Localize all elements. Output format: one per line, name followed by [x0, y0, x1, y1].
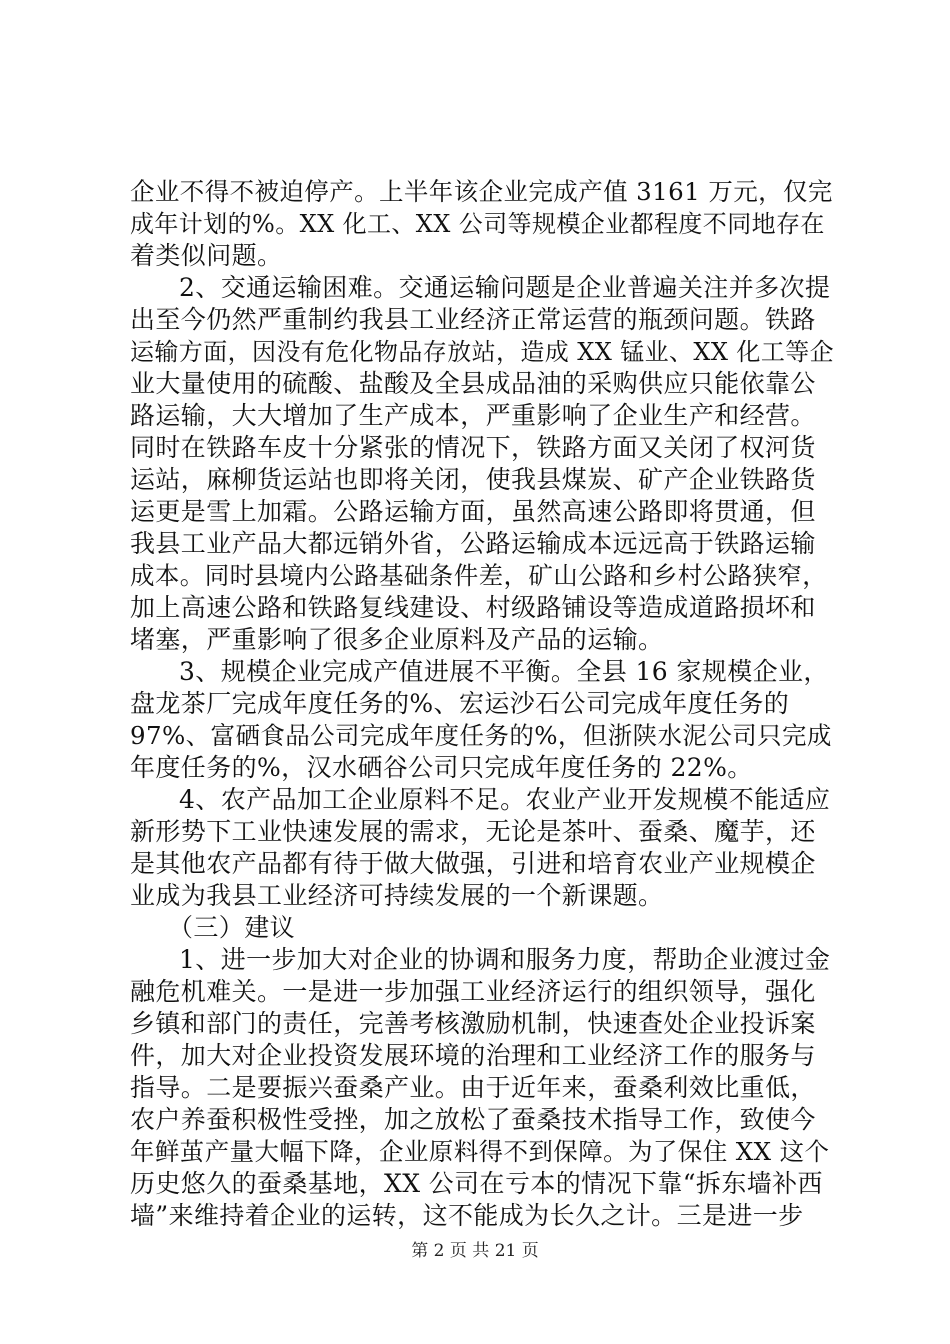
- text-line: 指导。二是要振兴蚕桑产业。由于近年来，蚕桑利效比重低，: [130, 1073, 816, 1102]
- text-line: 成本。同时县境内公路基础条件差，矿山公路和乡村公路狭窄，: [130, 561, 828, 590]
- text-line: 成年计划的%。XX 化工、XX 公司等规模企业都程度不同地存在: [130, 210, 825, 238]
- paragraph-start-line: 1、进一步加大对企业的协调和服务力度，帮助企业渡过金: [179, 945, 831, 974]
- text-line: 运输方面，因没有危化物品存放站，造成 XX 锰业、XX 化工等企: [130, 338, 835, 366]
- text-line: 同时在铁路车皮十分紧张的情况下，铁路方面又关闭了权河货: [130, 433, 816, 462]
- text-line: 出至今仍然严重制约我县工业经济正常运营的瓶颈问题。铁路: [130, 305, 816, 334]
- text-line: 乡镇和部门的责任，完善考核激励机制，快速查处企业投诉案: [130, 1009, 816, 1038]
- text-line: 历史悠久的蚕桑基地，XX 公司在亏本的情况下靠“拆东墙补西: [130, 1169, 823, 1198]
- text-line: 路运输，大大增加了生产成本，严重影响了企业生产和经营。: [130, 401, 816, 430]
- text-line: 97%、富硒食品公司完成年度任务的%，但浙陕水泥公司只完成: [130, 721, 832, 750]
- text-line: 我县工业产品大都远销外省，公路运输成本远远高于铁路运输: [130, 529, 816, 558]
- text-line: 着类似问题。: [130, 241, 283, 270]
- text-line: 农户养蚕积极性受挫，加之放松了蚕桑技术指导工作，致使今: [130, 1105, 816, 1134]
- text-line: 新形势下工业快速发展的需求，无论是茶叶、蚕桑、魔芋，还: [130, 817, 816, 846]
- paragraph-start-line: 3、规模企业完成产值进展不平衡。全县 16 家规模企业，: [179, 657, 829, 686]
- text-line: 融危机难关。一是进一步加强工业经济运行的组织领导，强化: [130, 977, 816, 1006]
- text-line: 年鲜茧产量大幅下降，企业原料得不到保障。为了保住 XX 这个: [130, 1137, 830, 1166]
- text-line: 堵塞，严重影响了很多企业原料及产品的运输。: [130, 625, 664, 654]
- text-line: 业大量使用的硫酸、盐酸及全县成品油的采购供应只能依靠公: [130, 369, 816, 398]
- paragraph-start-line: 2、交通运输困难。交通运输问题是企业普遍关注并多次提: [179, 273, 831, 302]
- text-line: 年度任务的%，汉水硒谷公司只完成年度任务的 22%。: [130, 753, 753, 782]
- text-line: 加上高速公路和铁路复线建设、村级路铺设等造成道路损坏和: [130, 593, 816, 622]
- page-number-footer: 第 2 页 共 21 页: [411, 1241, 539, 1261]
- text-line: 运更是雪上加霜。公路运输方面，虽然高速公路即将贯通，但: [130, 497, 816, 526]
- text-line: 是其他农产品都有待于做大做强，引进和培育农业产业规模企: [130, 849, 816, 878]
- text-line: 盘龙茶厂完成年度任务的%、宏运沙石公司完成年度任务的: [130, 689, 790, 718]
- text-line: 运站，麻柳货运站也即将关闭，使我县煤炭、矿产企业铁路货: [130, 465, 816, 494]
- text-line: 墙”来维持着企业的运转，这不能成为长久之计。三是进一步: [130, 1201, 804, 1230]
- section-heading: （三）建议: [168, 913, 296, 942]
- paragraph-start-line: 4、农产品加工企业原料不足。农业产业开发规模不能适应: [179, 785, 831, 814]
- text-line: 企业不得不被迫停产。上半年该企业完成产值 3161 万元，仅完: [130, 177, 833, 206]
- text-line: 业成为我县工业经济可持续发展的一个新课题。: [130, 881, 664, 910]
- text-line: 件，加大对企业投资发展环境的治理和工业经济工作的服务与: [130, 1041, 816, 1070]
